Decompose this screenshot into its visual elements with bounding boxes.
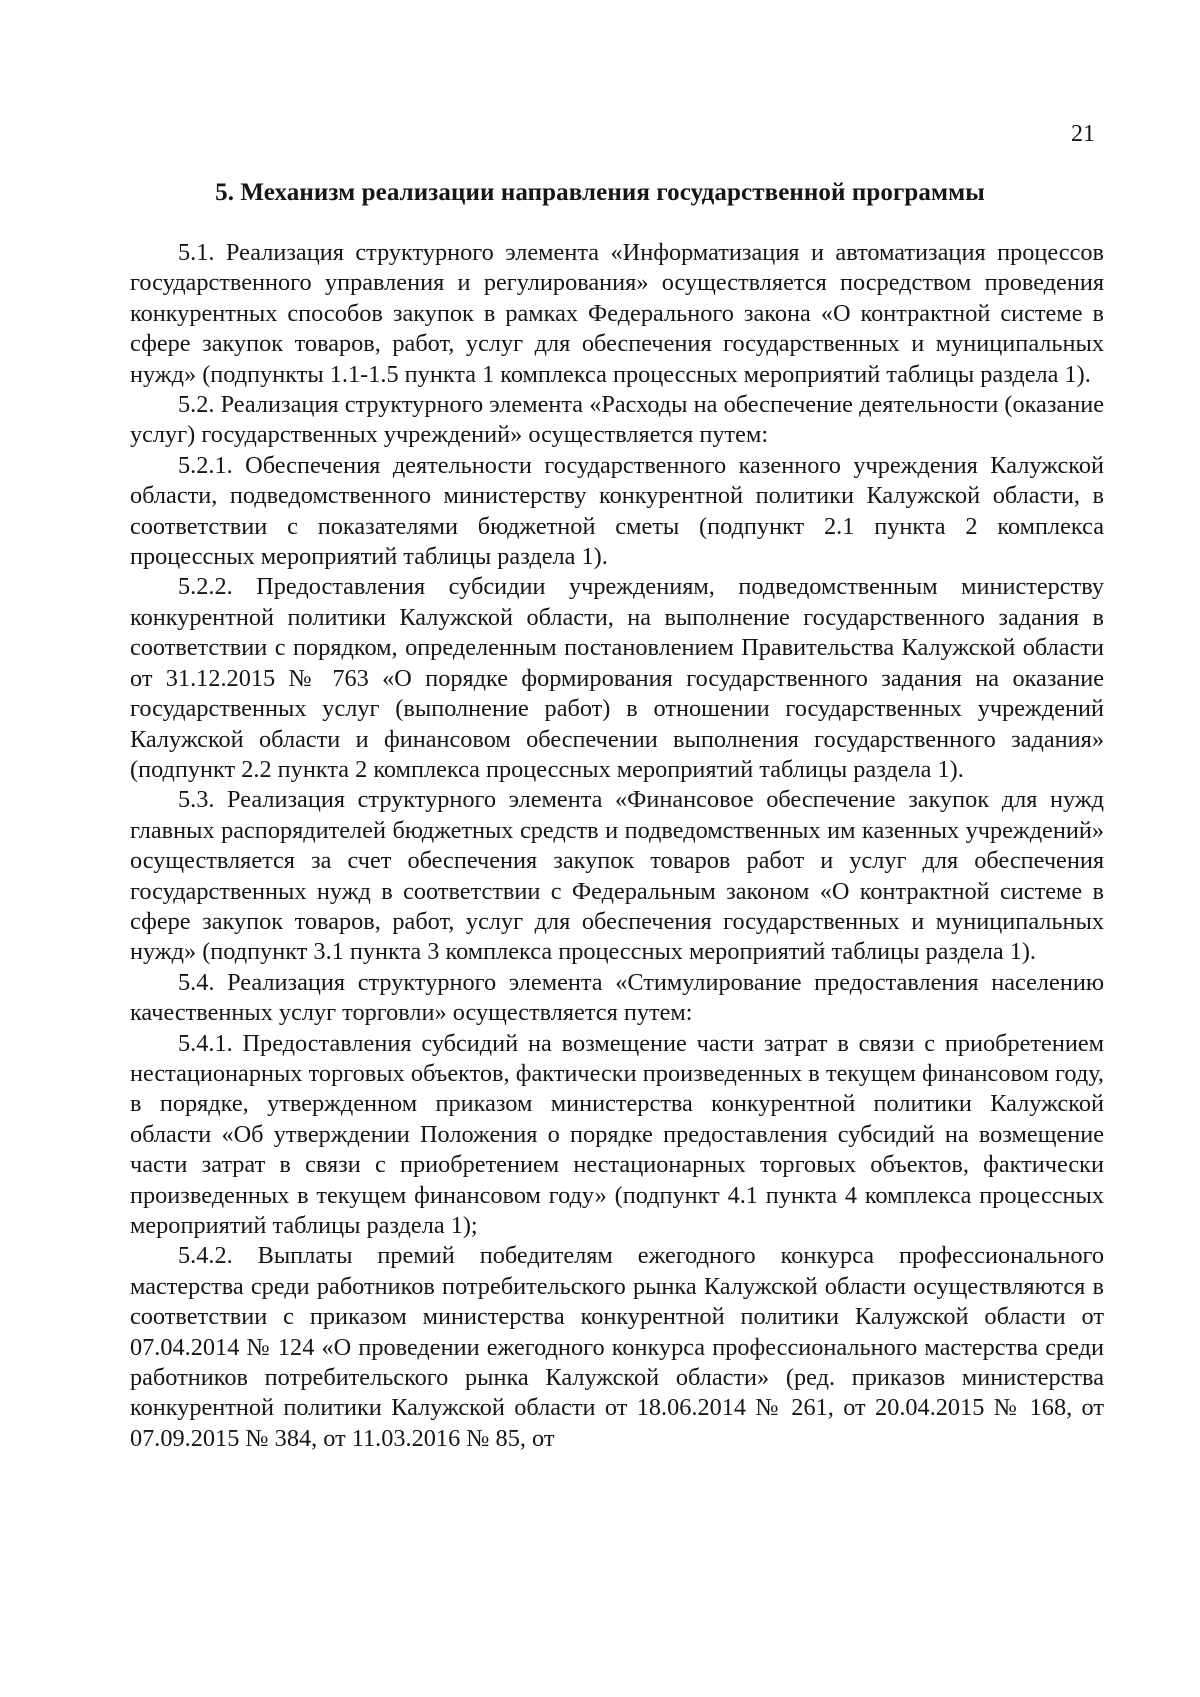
paragraph-5-2-2: 5.2.2. Предоставления субсидии учреждениям, подведомственным министерству конкурентной политики Калужской области, на выполнение государственного задания в соответствии с порядком, определенным постановлением Правительства Калужской области от 31.12.2015 № 763 «О порядке формирования государственного задания на оказание государственных услуг (выполнение работ) в отношении государственных учреждений Калужской области и финансовом обеспечении выполнения государственного задания» (подпункт 2.2 пункта 2 комплекса процессных мероприятий таблицы раздела 1).	[130, 573, 1104, 783]
paragraph-5-4-1: 5.4.1. Предоставления субсидий на возмещение части затрат в связи с приобретением нестационарных торговых объектов, фактически произведенных в текущем финансовом году, в порядке, утвержденном приказом министерства конкурентной политики Калужской области «Об утверждении Положения о порядке предоставления субсидий на возмещение части затрат в связи с приобретением нестационарных торговых объектов, фактически произведенных в текущем финансовом году» (подпункт 4.1 пункта 4 комплекса процессных мероприятий таблицы раздела 1);	[130, 1029, 1104, 1239]
paragraph-5-4-2: 5.4.2. Выплаты премий победителям ежегодного конкурса профессионального мастерства среди работников потребительского рынка Калужской области осуществляются в соответствии с приказом министерства конкурентной политики Калужской области от 07.04.2014 № 124 «О проведении ежегодного конкурса профессионального мастерства среди работников потребительского рынка Калужской области» (ред. приказов министерства конкурентной политики Калужской области от 18.06.2014 № 261, от 20.04.2015 № 168, от 07.09.2015 № 384, от 11.03.2016 № 85, от	[130, 1242, 1104, 1452]
section-body	[130, 238, 1104, 1454]
paragraph-5-2-1: 5.2.1. Обеспечения деятельности государственного казенного учреждения Калужской области, подведомственного министерству конкурентной политики Калужской области, в соответствии с показателями бюджетной сметы (подпункт 2.1 пункта 2 комплекса процессных мероприятий таблицы раздела 1).	[130, 451, 1104, 571]
paragraph-5-2: 5.2. Реализация структурного элемента «Расходы на обеспечение деятельности (оказание услуг) государственных учреждений» осуществляется путем:	[130, 391, 1104, 449]
page-number: 21	[1071, 121, 1095, 147]
paragraph-5-4: 5.4. Реализация структурного элемента «Стимулирование предоставления населению качественных услуг торговли» осуществляется путем:	[130, 968, 1104, 1027]
section-heading: 5. Механизм реализации направления государственной программы	[215, 179, 985, 206]
paragraph-5-3: 5.3. Реализация структурного элемента «Финансовое обеспечение закупок для нужд главных распорядителей бюджетных средств и подведомственных им казенных учреждений» осуществляется за счет обеспечения закупок товаров работ и услуг для обеспечения государственных нужд в соответствии с Федеральным законом «О контрактной системе в сфере закупок товаров, работ, услуг для обеспечения государственных и муниципальных нужд» (подпункт 3.1 пункта 3 комплекса процессных мероприятий таблицы раздела 1).	[130, 786, 1104, 966]
paragraph-5-1: 5.1. Реализация структурного элемента «Информатизация и автоматизация процессов государственного управления и регулирования» осуществляется посредством проведения конкурентных способов закупок в рамках Федерального закона «О контрактной системе в сфере закупок товаров, работ, услуг для обеспечения государственных и муниципальных нужд» (подпункты 1.1-1.5 пункта 1 комплекса процессных мероприятий таблицы раздела 1).	[130, 239, 1104, 388]
